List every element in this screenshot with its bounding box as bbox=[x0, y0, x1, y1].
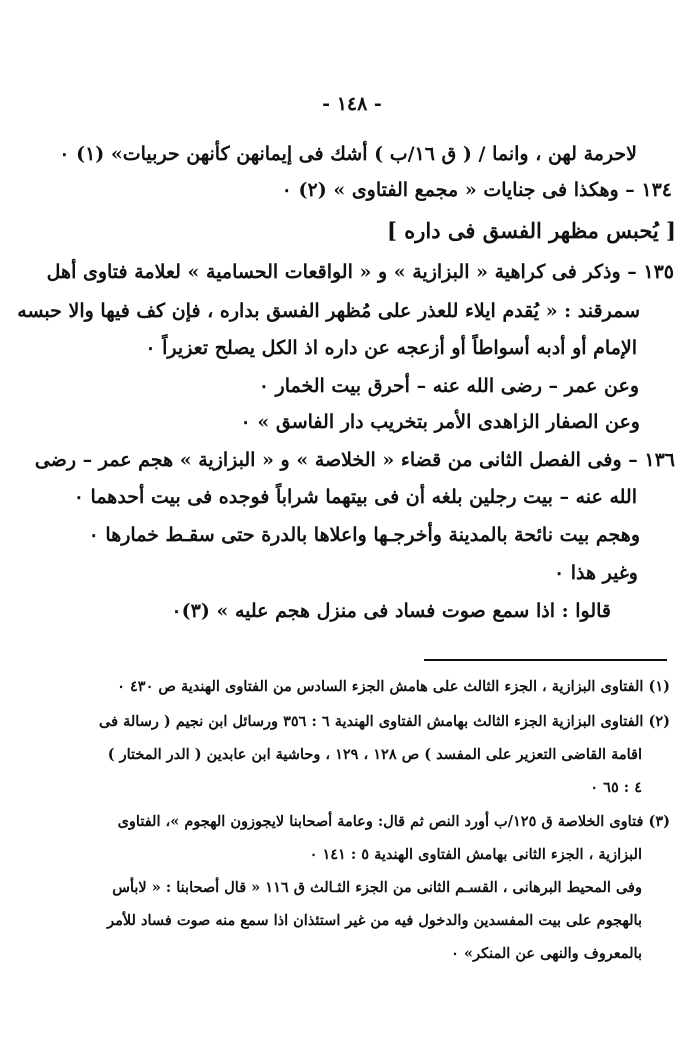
paragraph-136-line-5: قالوا : اذا سمع صوت فساد فى منزل هجم عليه » (٣)٠ bbox=[171, 600, 611, 622]
paragraph-136-line-3: وهجم بيت نائحة بالمدينة وأخرجـها واعلاها بالدرة حتى سقـط خمارها ٠ bbox=[88, 524, 640, 546]
paragraph-136-line-4: وغير هذا ٠ bbox=[553, 562, 638, 584]
paragraph-136-line-1: ١٣٦ – وفى الفصل الثانى من قضاء « الخلاصة » و « البزازية » هجم عمر – رضى bbox=[34, 449, 675, 471]
footnote-1: (١) الفتاوى البزازية ، الجزء الثالث على هامش الجزء السادس من الفتاوى الهندية ص ٤٣٠ ٠ bbox=[117, 678, 670, 695]
footnote-3-line-1: (٣) فتاوى الخلاصة ق ١٢٥/ب أورد النص ثم قال: وعامة أصحابنا لايجوزون الهجوم »، الفتاوى bbox=[117, 813, 670, 830]
page-number: - ١٤٨ - bbox=[322, 93, 382, 115]
body-line-1: لاحرمة لهن ، وانما / ( ق ١٦/ب ) أشك فى إيمانهن كأنهن حربيات» (١) ٠ bbox=[59, 143, 637, 165]
footnote-3-line-2: البزازية ، الجزء الثانى بهامش الفتاوى الهندية ٥ : ١٤١ ٠ bbox=[309, 846, 642, 863]
footnote-2-line-1: (٢) الفتاوى البزازية الجزء الثالث بهامش الفتاوى الهندية ٦ : ٣٥٦ ورسائل ابن نجيم ( رسالة فى bbox=[99, 713, 670, 730]
footnote-separator bbox=[424, 659, 667, 661]
footnote-2-line-3: ٤ : ٦٥ ٠ bbox=[590, 779, 642, 796]
footnote-3-line-4: بالهجوم على بيت المفسدين والدخول فيه من غير استئذان اذا سمع منه صوت فساد للأمر bbox=[107, 912, 642, 929]
paragraph-136-line-2: الله عنه – بيت رجلين بلغه أن فى بيتهما شراباً فوجده فى بيت أحدهما ٠ bbox=[73, 486, 637, 508]
paragraph-135-line-5: وعن الصفار الزاهدى الأمر بتخريب دار الفاسق » ٠ bbox=[240, 411, 640, 433]
paragraph-135-line-2: سمرقند : « يُقدم ايلاء للعذر على مُظهر الفسق بداره ، فإن كف فيها والا حبسه bbox=[17, 300, 640, 322]
paragraph-135-line-3: الإمام أو أدبه أسواطاً أو أزعجه عن داره اذ الكل يصلح تعزيراً ٠ bbox=[145, 337, 637, 359]
footnote-3-line-5: بالمعروف والنهى عن المنكر» ٠ bbox=[451, 945, 642, 962]
footnote-2-line-2: اقامة القاضى التعزير على المفسد ) ص ١٢٨ ، ١٢٩ ، وحاشية ابن عابدين ( الدر المختار ) bbox=[107, 746, 642, 763]
section-heading: [ يُحبس مظهر الفسق فى داره ] bbox=[387, 218, 676, 243]
paragraph-135-line-1: ١٣٥ – وذكر فى كراهية « البزازية » و « الواقعات الحسامية » لعلامة فتاوى أهل bbox=[46, 261, 674, 283]
paragraph-135-line-4: وعن عمر – رضى الله عنه – أحرق بيت الخمار ٠ bbox=[258, 375, 639, 397]
paragraph-134: ١٣٤ – وهكذا فى جنايات « مجمع الفتاوى » (٢) ٠ bbox=[281, 179, 672, 201]
footnote-3-line-3: وفى المحيط البرهانى ، القسـم الثانى من الجزء الثـالث ق ١١٦ « قال أصحابنا : « لابأس bbox=[112, 879, 642, 896]
